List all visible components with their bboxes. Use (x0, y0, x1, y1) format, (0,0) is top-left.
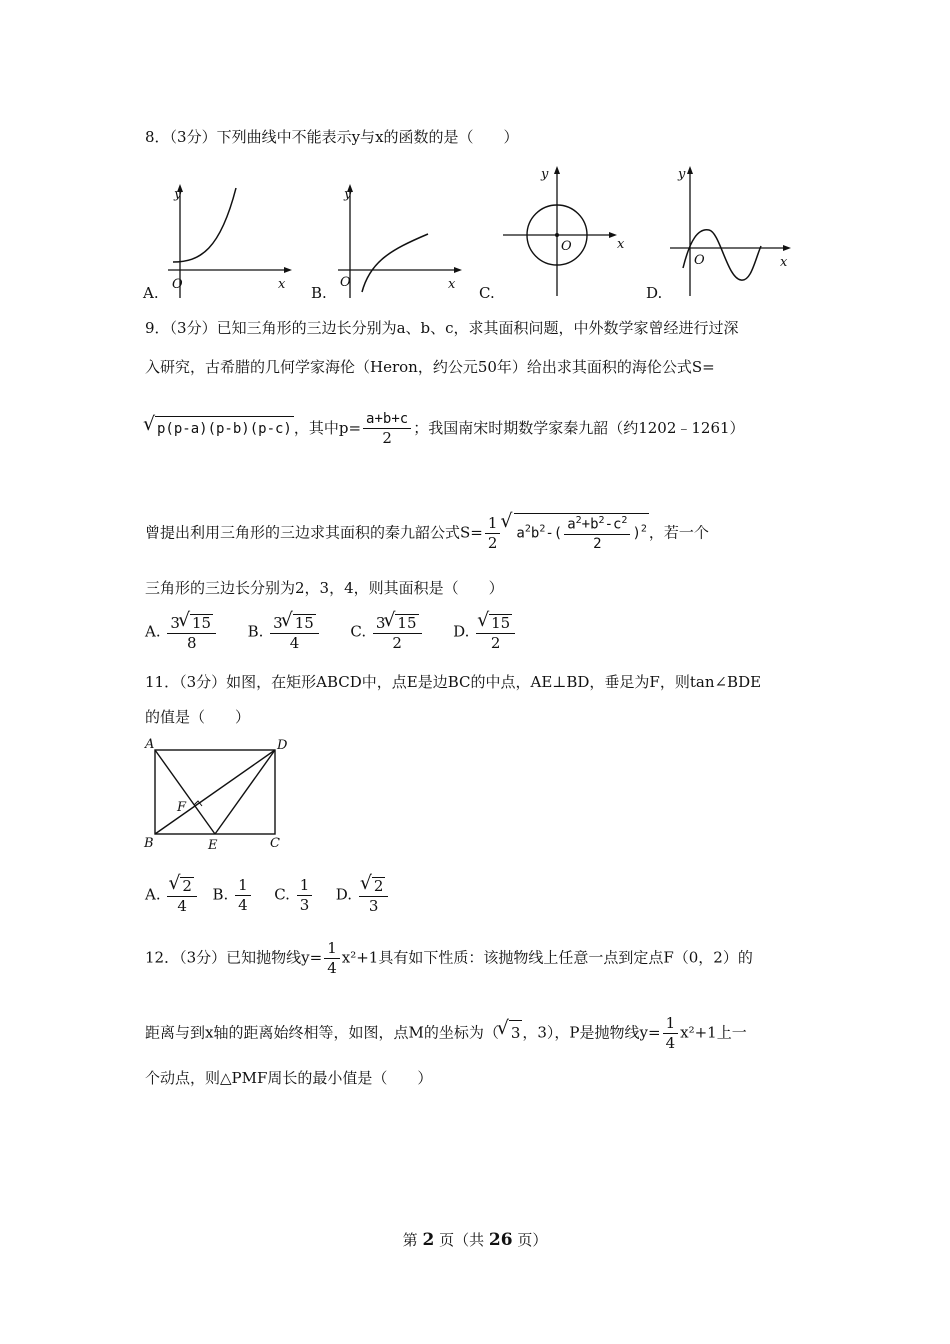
q11-label-e: E (208, 838, 218, 853)
q8a-x-label: x (278, 277, 286, 292)
q8-stem: 8．（3分）下列曲线中不能表示y与x的函数的是（ ） (145, 128, 519, 146)
q8-option-b-letter: B. (311, 284, 327, 302)
q12-f-den: 4 (327, 959, 337, 977)
q11-label-f: F (177, 800, 187, 815)
q12-l2-post: 上一 (716, 1023, 747, 1042)
q11-option-c-value (297, 878, 313, 913)
q12-quarter-fraction (324, 941, 340, 976)
footer-page-number: 2 (422, 1230, 435, 1250)
q12-quarter-fraction-2 (663, 1016, 679, 1051)
q9d-den: 2 (490, 634, 501, 652)
qin-minus: -( (545, 525, 563, 542)
q11-option-d-letter: D. (335, 885, 353, 904)
q8-graph-b (310, 180, 470, 305)
q12-f-den-2: 4 (665, 1034, 676, 1052)
q8a-origin: O (172, 277, 183, 292)
half-fraction (485, 513, 501, 552)
q11-rectangle-diagram (140, 735, 300, 855)
qin-b-exp: 2 (539, 523, 546, 535)
q8c-x-label: x (617, 237, 625, 252)
qin-inner-fraction (564, 516, 630, 551)
q9b-coef: 3 (273, 614, 283, 632)
q12-m-sqrt (499, 1020, 523, 1044)
q12-l1-post: 具有如下性质：该抛物线上任意一点到定点F（0，2）的 (378, 948, 753, 967)
qin-num-b: +b (581, 516, 599, 533)
q12-l1-pre: 12．（3分）已知抛物线y= (145, 948, 323, 967)
q9-line4-post: ，若一个 (648, 523, 709, 542)
q11c-den: 3 (299, 896, 310, 914)
q9-option-a-letter: A. (145, 622, 161, 641)
q11-label-a: A (145, 737, 155, 752)
q12-f-num-2: 1 (663, 1016, 679, 1034)
q9-options (145, 614, 517, 651)
q8b-x-label: x (448, 277, 456, 292)
q9-line1: 9．（3分）已知三角形的三边长分别为a、b、c，求其面积问题，中外数学家曾经进行过深 (145, 319, 739, 337)
q11b-num: 1 (235, 878, 251, 896)
q11-option-d-value (359, 877, 389, 914)
q9a-rad: 15 (191, 614, 212, 632)
footer-pre: 第 (402, 1231, 418, 1249)
q9a-den: 8 (186, 634, 197, 652)
q11-option-a-letter: A. (145, 885, 161, 904)
q11a-den: 4 (177, 897, 187, 915)
q8-option-a-letter: A. (143, 284, 159, 302)
q11-options (145, 877, 390, 914)
q9-option-c-value (373, 614, 422, 651)
q9-option-b-value (270, 614, 319, 651)
q12-l2-pre: 距离与到x轴的距离始终相等，如图，点M的坐标为（ (145, 1023, 499, 1042)
q9b-rad: 15 (294, 614, 314, 632)
q11-option-b-letter: B. (212, 885, 229, 904)
q12-x2-2: x²+1 (680, 1023, 717, 1042)
q11-option-a-value (167, 877, 197, 914)
q9-line3 (145, 412, 745, 446)
q8c-origin: O (561, 239, 572, 254)
q11b-den: 4 (238, 896, 248, 914)
half-denominator: 2 (487, 533, 498, 552)
qin-inner-denominator: 2 (593, 535, 602, 552)
q8-graph-c (495, 160, 635, 300)
qin-sqrt (502, 513, 649, 551)
q11-option-c-letter: C. (274, 885, 290, 904)
q8-option-d-letter: D. (646, 284, 663, 302)
q8d-y-label: y (678, 167, 686, 182)
footer-mid: 页（共 (439, 1231, 485, 1249)
qin-num-c-exp: 2 (621, 515, 628, 526)
q12-line2 (145, 1016, 747, 1051)
q9-line4 (145, 513, 709, 551)
q12-m-rad: 3 (509, 1020, 523, 1044)
half-numerator: 1 (485, 516, 501, 534)
q8-graph-a (140, 180, 300, 305)
q8a-y-label: y (174, 187, 182, 202)
q9-line3-rest: ；我国南宋时期数学家秦九韶（约1202﹣1261） (413, 419, 745, 437)
p-denominator: 2 (382, 429, 392, 447)
footer-total-pages: 26 (488, 1230, 513, 1250)
q8d-origin: O (694, 253, 705, 268)
qin-close: ) (632, 525, 641, 542)
qin-a: a (516, 525, 525, 542)
q9-line5: 三角形的三边长分别为2，3，4，则其面积是（ ） (145, 579, 504, 597)
q12-f-num: 1 (324, 941, 340, 959)
q8-option-c-letter: C. (479, 284, 495, 302)
q8b-y-label: y (344, 187, 352, 202)
q9-where: ，其中p= (293, 419, 362, 437)
q9-line4-pre: 曾提出利用三角形的三边求其面积的秦九韶公式S= (145, 523, 483, 542)
q8c-y-label: y (541, 167, 549, 182)
q9-option-d-letter: D. (453, 622, 470, 641)
q12-x2: x²+1 (341, 948, 379, 967)
q9a-coef: 3 (170, 614, 180, 632)
heron-radicand: p(p-a)(p-b)(p-c) (155, 416, 294, 440)
p-numerator: a+b+c (363, 412, 411, 429)
qin-num-c: -c (604, 516, 622, 533)
q11a-rad: 2 (182, 877, 192, 895)
q8d-x-label: x (780, 255, 788, 270)
page-footer (0, 1229, 950, 1250)
q12-line1 (145, 941, 753, 976)
q9c-den: 2 (392, 634, 402, 652)
q9-option-b-letter: B. (247, 622, 264, 641)
q9-option-d-value (476, 614, 515, 651)
q11-option-b-value (235, 878, 251, 913)
q9-option-a-value (167, 614, 216, 651)
q12-line3: 个动点，则△PMF周长的最小值是（ ） (145, 1069, 433, 1087)
qin-b: b (530, 525, 540, 542)
qin-outer-exp: 2 (640, 523, 647, 535)
q9d-rad: 15 (491, 614, 511, 632)
q9b-den: 4 (289, 634, 300, 652)
qin-num-b-exp: 2 (598, 515, 605, 526)
q11c-num: 1 (297, 878, 313, 896)
heron-sqrt (145, 416, 294, 440)
q12-l2-mid: ，3），P是抛物线y= (522, 1023, 661, 1042)
q9c-rad: 15 (397, 614, 417, 632)
q11-line2: 的值是（ ） (145, 708, 251, 726)
q11-line1: 11．（3分）如图，在矩形ABCD中，点E是边BC的中点，AE⊥BD，垂足为F，则tan∠BDE (145, 673, 762, 691)
qin-a-exp: 2 (524, 523, 531, 535)
q11-label-b: B (144, 836, 154, 851)
q9-option-c-letter: C. (350, 622, 367, 641)
q11-label-d: D (277, 738, 288, 753)
q9c-coef: 3 (375, 614, 386, 632)
q8-graph-d (665, 160, 805, 300)
q11d-rad: 2 (373, 877, 384, 895)
qin-num-a: a (567, 516, 576, 533)
footer-post: 页） (517, 1231, 548, 1249)
p-fraction (363, 412, 411, 446)
q9-line2: 入研究，古希腊的几何学家海伦（Heron，约公元50年）给出求其面积的海伦公式S= (145, 358, 715, 376)
q11d-den: 3 (368, 897, 379, 915)
qin-num-a-exp: 2 (575, 515, 582, 526)
q11-label-c: C (270, 836, 280, 851)
q8b-origin: O (340, 275, 351, 290)
